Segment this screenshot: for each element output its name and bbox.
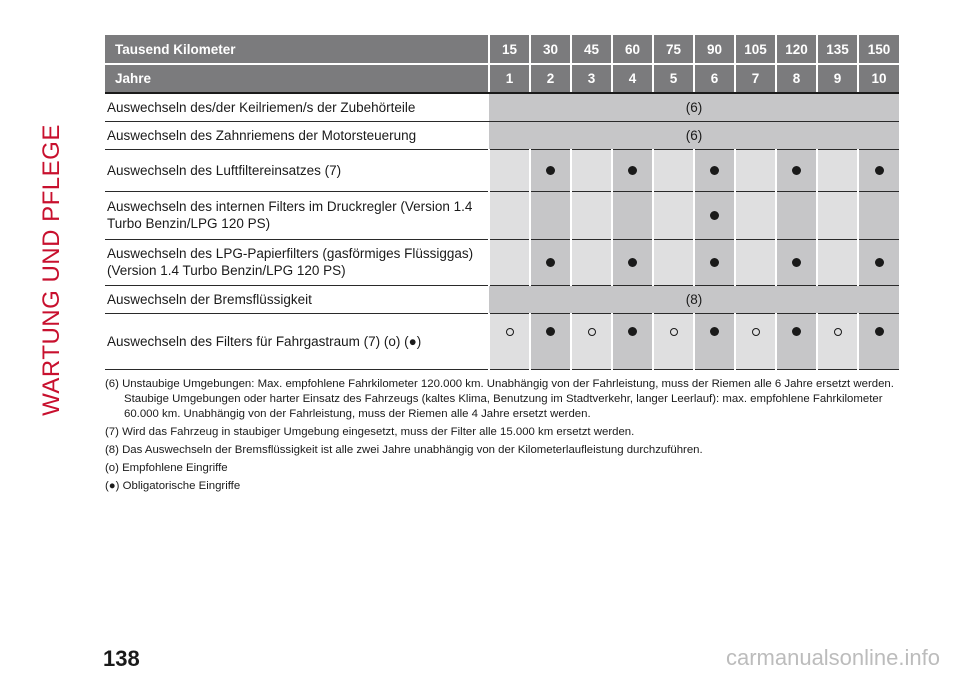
recommended-ring-icon [588,328,596,336]
table-row [105,313,899,369]
header-km-cell-7: 105 [735,35,776,64]
footnote: (7) Wird das Fahrzeug in staubiger Umgebung eingesetzt, muss der Filter alle 15.000 km ersetzt werden. [105,426,635,438]
header-km-cell-2: 30 [530,35,571,64]
header-year-cell-1: 1 [489,64,530,93]
schedule-cell [858,313,899,369]
row-label: Auswechseln des Luftfiltereinsatzes (7) [105,149,489,191]
mandatory-dot-icon [710,258,719,267]
header-km-cell-6: 90 [694,35,735,64]
header-year-cell-10: 10 [858,64,899,93]
schedule-cell [858,239,899,285]
mandatory-dot-icon [792,327,801,336]
schedule-cell [653,149,694,191]
schedule-cell [817,149,858,191]
schedule-cell [653,313,694,369]
header-km-label: Tausend Kilometer [105,35,489,64]
header-km-cell-3: 45 [571,35,612,64]
schedule-cell [571,149,612,191]
mandatory-dot-icon [628,258,637,267]
mandatory-dot-icon [875,327,884,336]
header-km-cell-1: 15 [489,35,530,64]
watermark: carmanualsonline.info [725,645,940,670]
footnotes [105,377,899,497]
row-label: Auswechseln des Zahnriemens der Motorsteuerung [105,121,489,149]
mandatory-dot-icon [710,211,719,220]
schedule-cell [571,239,612,285]
maintenance-schedule-table [105,35,899,370]
row-label: Auswechseln der Bremsflüssigkeit [105,285,489,313]
row-span-note: (6) [489,93,899,121]
schedule-cell [817,239,858,285]
section-title-text: WARTUNG UND PFLEGE [38,124,65,416]
header-year-cell-7: 7 [735,64,776,93]
header-year-cell-3: 3 [571,64,612,93]
schedule-cell [776,149,817,191]
schedule-cell [735,313,776,369]
schedule-cell [612,149,653,191]
footnote: (o) Empfohlene Eingriffe [105,462,228,474]
schedule-cell [776,239,817,285]
mandatory-dot-icon [875,258,884,267]
schedule-cell [858,149,899,191]
header-km-cell-9: 135 [817,35,858,64]
header-km-cell-8: 120 [776,35,817,64]
header-km-cell-4: 60 [612,35,653,64]
mandatory-dot-icon [546,327,555,336]
row-label: Auswechseln des/der Keilriemen/s der Zubehörteile [105,93,489,121]
footnote: (●) Obligatorische Eingriffe [105,480,241,492]
mandatory-dot-icon [792,166,801,175]
header-row-kilometers [105,35,899,64]
recommended-ring-icon [670,328,678,336]
footnote: (8) Das Auswechseln der Bremsflüssigkeit ist alle zwei Jahre unabhängig von der Kilometerlaufleistung durchzuführen. [105,444,703,456]
schedule-cell [694,149,735,191]
row-label: Auswechseln des Filters für Fahrgastraum (7) (o) (●) [105,313,489,369]
schedule-cell [612,191,653,239]
header-km-cell-10: 150 [858,35,899,64]
table-row [105,191,899,239]
header-year-cell-5: 5 [653,64,694,93]
schedule-cell [776,313,817,369]
schedule-cell [530,149,571,191]
table-row [105,93,899,121]
schedule-cell [735,191,776,239]
schedule-cell [571,313,612,369]
mandatory-dot-icon [546,166,555,175]
page-number: 138 [103,646,140,671]
schedule-cell [694,191,735,239]
mandatory-dot-icon [628,327,637,336]
table-row [105,239,899,285]
footnote: (6) Unstaubige Umgebungen: Max. empfohlene Fahrkilometer 120.000 km. Unabhängig von der Fahrleistung, muss der Riemen alle 6 Jahre ersetzt werden. Staubige Umgebungen oder harter Einsatz des Fahrzeugs (kaltes Klima, Benutzung im Stadtverkehr, langer Leerlauf): max. empfohlene Fahrkilometer 60.000 km. Unabhängig von der Fahrleistung, muss der Riemen alle 4 Jahre ersetzt werden. [105,378,894,420]
mandatory-dot-icon [875,166,884,175]
mandatory-dot-icon [710,327,719,336]
header-row-years [105,64,899,93]
schedule-cell [776,191,817,239]
table-row [105,285,899,313]
header-year-cell-6: 6 [694,64,735,93]
schedule-cell [612,313,653,369]
table-row [105,149,899,191]
row-label: Auswechseln des LPG-Papierfilters (gasförmiges Flüssiggas) (Version 1.4 Turbo Benzin/LPG 120 PS) [105,239,489,285]
row-span-note: (6) [489,121,899,149]
mandatory-dot-icon [710,166,719,175]
schedule-cell [489,149,530,191]
recommended-ring-icon [834,328,842,336]
header-year-cell-8: 8 [776,64,817,93]
recommended-ring-icon [506,328,514,336]
schedule-cell [735,239,776,285]
schedule-cell [735,149,776,191]
schedule-cell [817,191,858,239]
schedule-cell [612,239,653,285]
schedule-cell [530,191,571,239]
schedule-cell [858,191,899,239]
header-years-label: Jahre [105,64,489,93]
row-span-note: (8) [489,285,899,313]
schedule-cell [489,313,530,369]
schedule-cell [653,239,694,285]
schedule-cell [530,313,571,369]
schedule-cell [653,191,694,239]
header-year-cell-4: 4 [612,64,653,93]
schedule-cell [489,191,530,239]
header-year-cell-9: 9 [817,64,858,93]
mandatory-dot-icon [792,258,801,267]
mandatory-dot-icon [628,166,637,175]
header-km-cell-5: 75 [653,35,694,64]
recommended-ring-icon [752,328,760,336]
table-row [105,121,899,149]
schedule-cell [817,313,858,369]
mandatory-dot-icon [546,258,555,267]
schedule-cell [571,191,612,239]
header-year-cell-2: 2 [530,64,571,93]
schedule-cell [694,313,735,369]
row-label: Auswechseln des internen Filters im Druckregler (Version 1.4 Turbo Benzin/LPG 120 PS) [105,191,489,239]
schedule-cell [489,239,530,285]
schedule-cell [530,239,571,285]
schedule-cell [694,239,735,285]
